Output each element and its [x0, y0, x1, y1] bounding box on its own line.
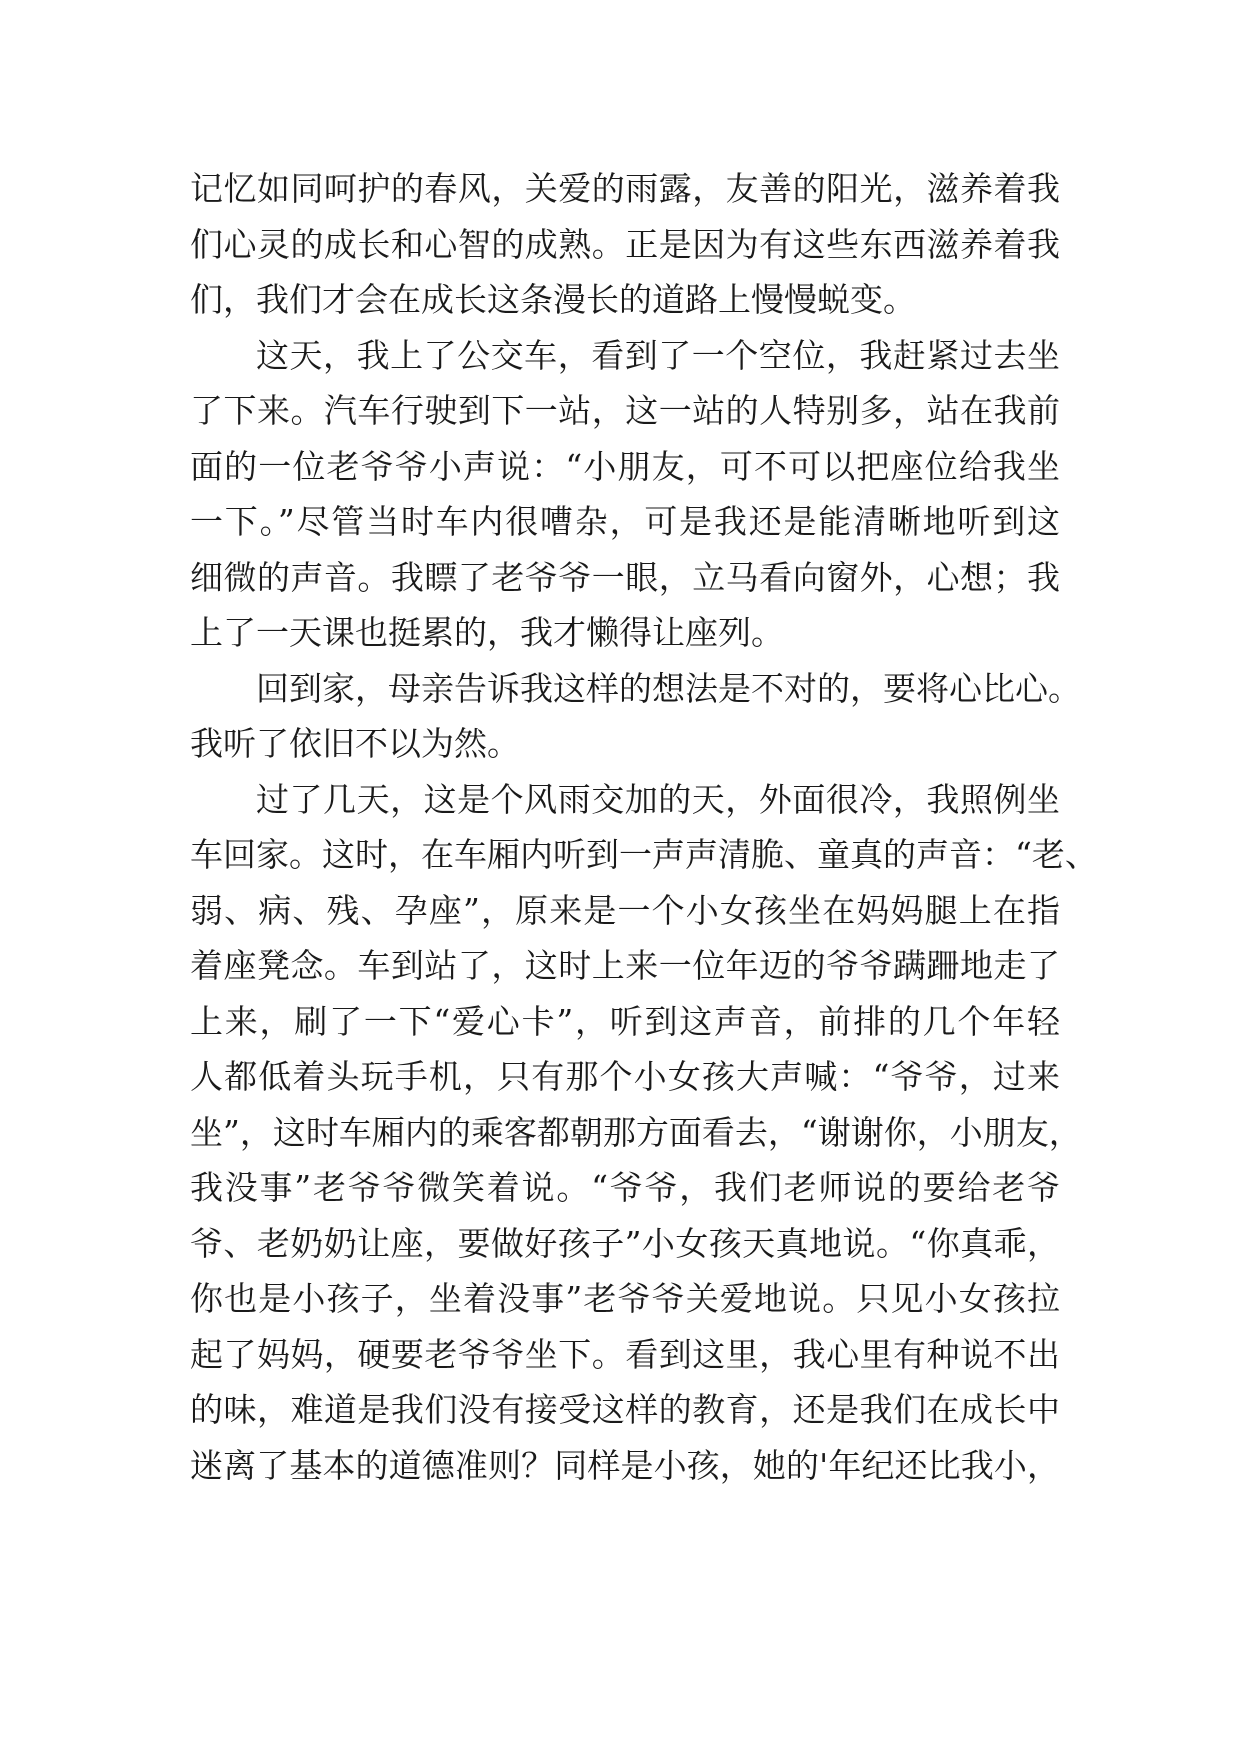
text-line: 我没事”老爷爷微笑着说。“爷爷，我们老师说的要给老爷	[190, 1168, 1060, 1207]
text-line: 面的一位老爷爷小声说：“小朋友，可不可以把座位给我坐	[190, 446, 1060, 486]
text-line: 爷、老奶奶让座，要做好孩子”小女孩天真地说。“你真乖，	[190, 1223, 1060, 1263]
text-line: 一下。”尽管当时车内很嘈杂，可是我还是能清晰地听到这	[190, 502, 1060, 541]
essay-body	[190, 161, 1098, 1493]
text-line: 们，我们才会在成长这条漫长的道路上慢慢蜕变。	[190, 280, 916, 319]
text-line: 人都低着头玩手机，只有那个小女孩大声喊：“爷爷，过来	[190, 1057, 1060, 1096]
text-line: 了下来。汽车行驶到下一站，这一站的人特别多，站在我前	[190, 391, 1060, 430]
text-line: 迷离了基本的道德准则？同样是小孩，她的'年纪还比我小，	[190, 1445, 1060, 1485]
paragraph-first-line: 这天，我上了公交车，看到了一个空位，我赶紧过去坐	[256, 335, 1060, 375]
text-line: 们心灵的成长和心智的成熟。正是因为有这些东西滋养着我	[190, 224, 1060, 264]
text-line: 弱、病、残、孕座”，原来是一个小女孩坐在妈妈腿上在指	[190, 890, 1060, 930]
paragraph-first-line: 回到家，母亲告诉我这样的想法是不对的，要将心比心。	[256, 668, 1081, 708]
paragraph-first-line: 过了几天，这是个风雨交加的天，外面很冷，我照例坐	[256, 779, 1060, 819]
text-line: 着座凳念。车到站了，这时上来一位年迈的爷爷蹒跚地走了	[190, 946, 1060, 985]
text-line: 你也是小孩子，坐着没事”老爷爷关爱地说。只见小女孩拉	[190, 1279, 1060, 1318]
text-line: 记忆如同呵护的春风，关爱的雨露，友善的阳光，滋养着我	[190, 169, 1060, 208]
text-line: 的味，难道是我们没有接受这样的教育，还是我们在成长中	[190, 1390, 1060, 1429]
text-line: 坐”，这时车厢内的乘客都朝那方面看去，“谢谢你，小朋友，	[190, 1112, 1082, 1152]
text-line: 我听了依旧不以为然。	[190, 724, 520, 763]
text-line: 细微的声音。我瞟了老爷爷一眼，立马看向窗外，心想；我	[190, 557, 1060, 597]
text-line: 上了一天课也挺累的，我才懒得让座列。	[190, 613, 784, 652]
text-line: 上来，刷了一下“爱心卡”，听到这声音，前排的几个年轻	[190, 1001, 1060, 1041]
text-line: 起了妈妈，硬要老爷爷坐下。看到这里，我心里有种说不出	[190, 1334, 1060, 1374]
text-line: 车回家。这时，在车厢内听到一声声清脆、童真的声音：“老、	[190, 835, 1098, 874]
